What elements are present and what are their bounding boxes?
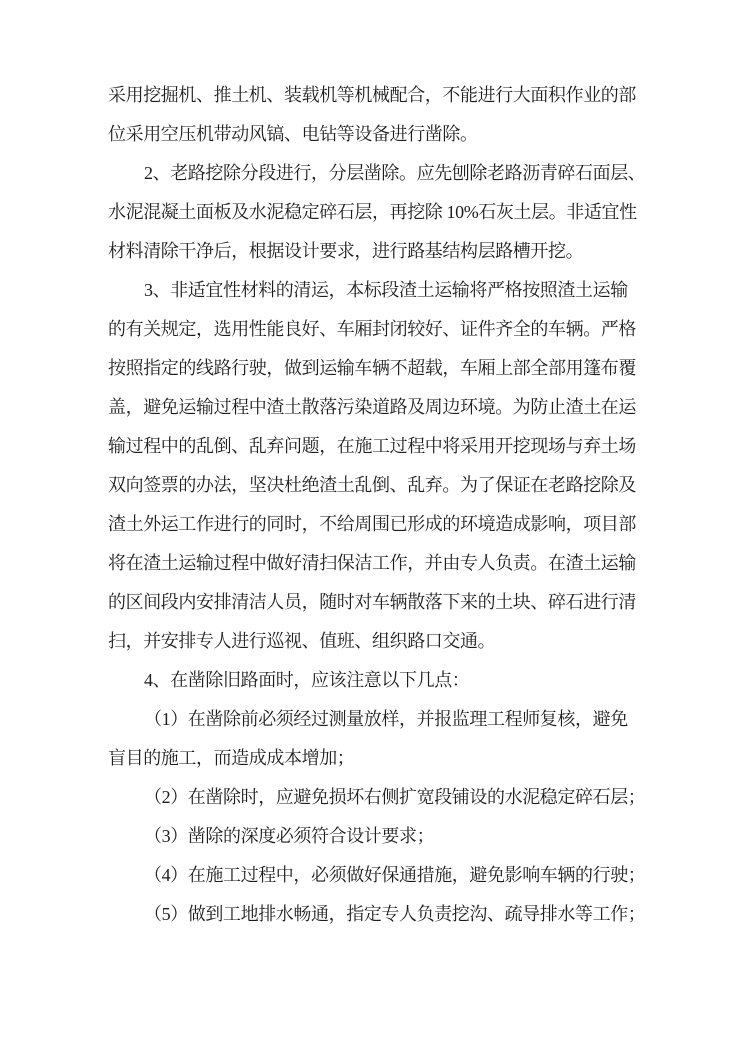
text-line: 的有关规定，选用性能良好、车厢封闭较好、证件齐全的车辆。严格 <box>108 319 636 339</box>
text-line: 水泥混凝土面板及水泥稳定碎石层，再挖除 10%石灰土层。非适宜性 <box>108 202 637 222</box>
text-line: 盖，避免运输过程中渣土散落污染道路及周边环境。为防止渣土在运 <box>108 397 636 417</box>
text-line: （2）在凿除时，应避免损坏右侧扩宽段铺设的水泥稳定碎石层； <box>144 787 646 807</box>
text-line: 位采用空压机带动风镐、电钻等设备进行凿除。 <box>108 124 478 144</box>
text-line: 双向签票的办法，坚决杜绝渣土乱倒、乱弃。为了保证在老路挖除及 <box>108 475 636 495</box>
text-line: （1）在凿除前必须经过测量放样，并报监理工程师复核，避免 <box>144 709 628 729</box>
text-line: 渣土外运工作进行的同时，不给周围已形成的环境造成影响，项目部 <box>108 514 636 534</box>
text-line: 的区间段内安排清洁人员，随时对车辆散落下来的土块、碎石进行清 <box>108 592 636 612</box>
text-line: 按照指定的线路行驶，做到运输车辆不超载，车厢上部全部用篷布覆 <box>108 358 636 378</box>
text-line: 材料清除干净后，根据设计要求，进行路基结构层路槽开挖。 <box>108 241 584 261</box>
text-column <box>108 76 646 934</box>
text-line: 将在渣土运输过程中做好清扫保洁工作，并由专人负责。在渣土运输 <box>108 553 636 573</box>
text-line: 4、在凿除旧路面时，应该注意以下几点： <box>144 670 470 690</box>
text-line: （3）凿除的深度必须符合设计要求； <box>144 826 435 846</box>
text-line: 3、非适宜性材料的清运，本标段渣土运输将严格按照渣土运输 <box>144 280 628 300</box>
text-line: （4）在施工过程中，必须做好保通措施，避免影响车辆的行驶； <box>144 865 646 885</box>
text-line: 扫，并安排专人进行巡视、值班、组织路口交通。 <box>108 631 496 651</box>
text-line: 采用挖掘机、推土机、装载机等机械配合，不能进行大面积作业的部 <box>108 85 636 105</box>
text-line: 盲目的施工，而造成成本增加； <box>108 748 355 768</box>
text-line: （5）做到工地排水畅通，指定专人负责挖沟、疏导排水等工作； <box>144 904 646 924</box>
text-line: 2、老路挖除分段进行，分层凿除。应先刨除老路沥青碎石面层、 <box>144 163 646 183</box>
text-line: 输过程中的乱倒、乱弃问题，在施工过程中将采用开挖现场与弃土场 <box>108 436 636 456</box>
